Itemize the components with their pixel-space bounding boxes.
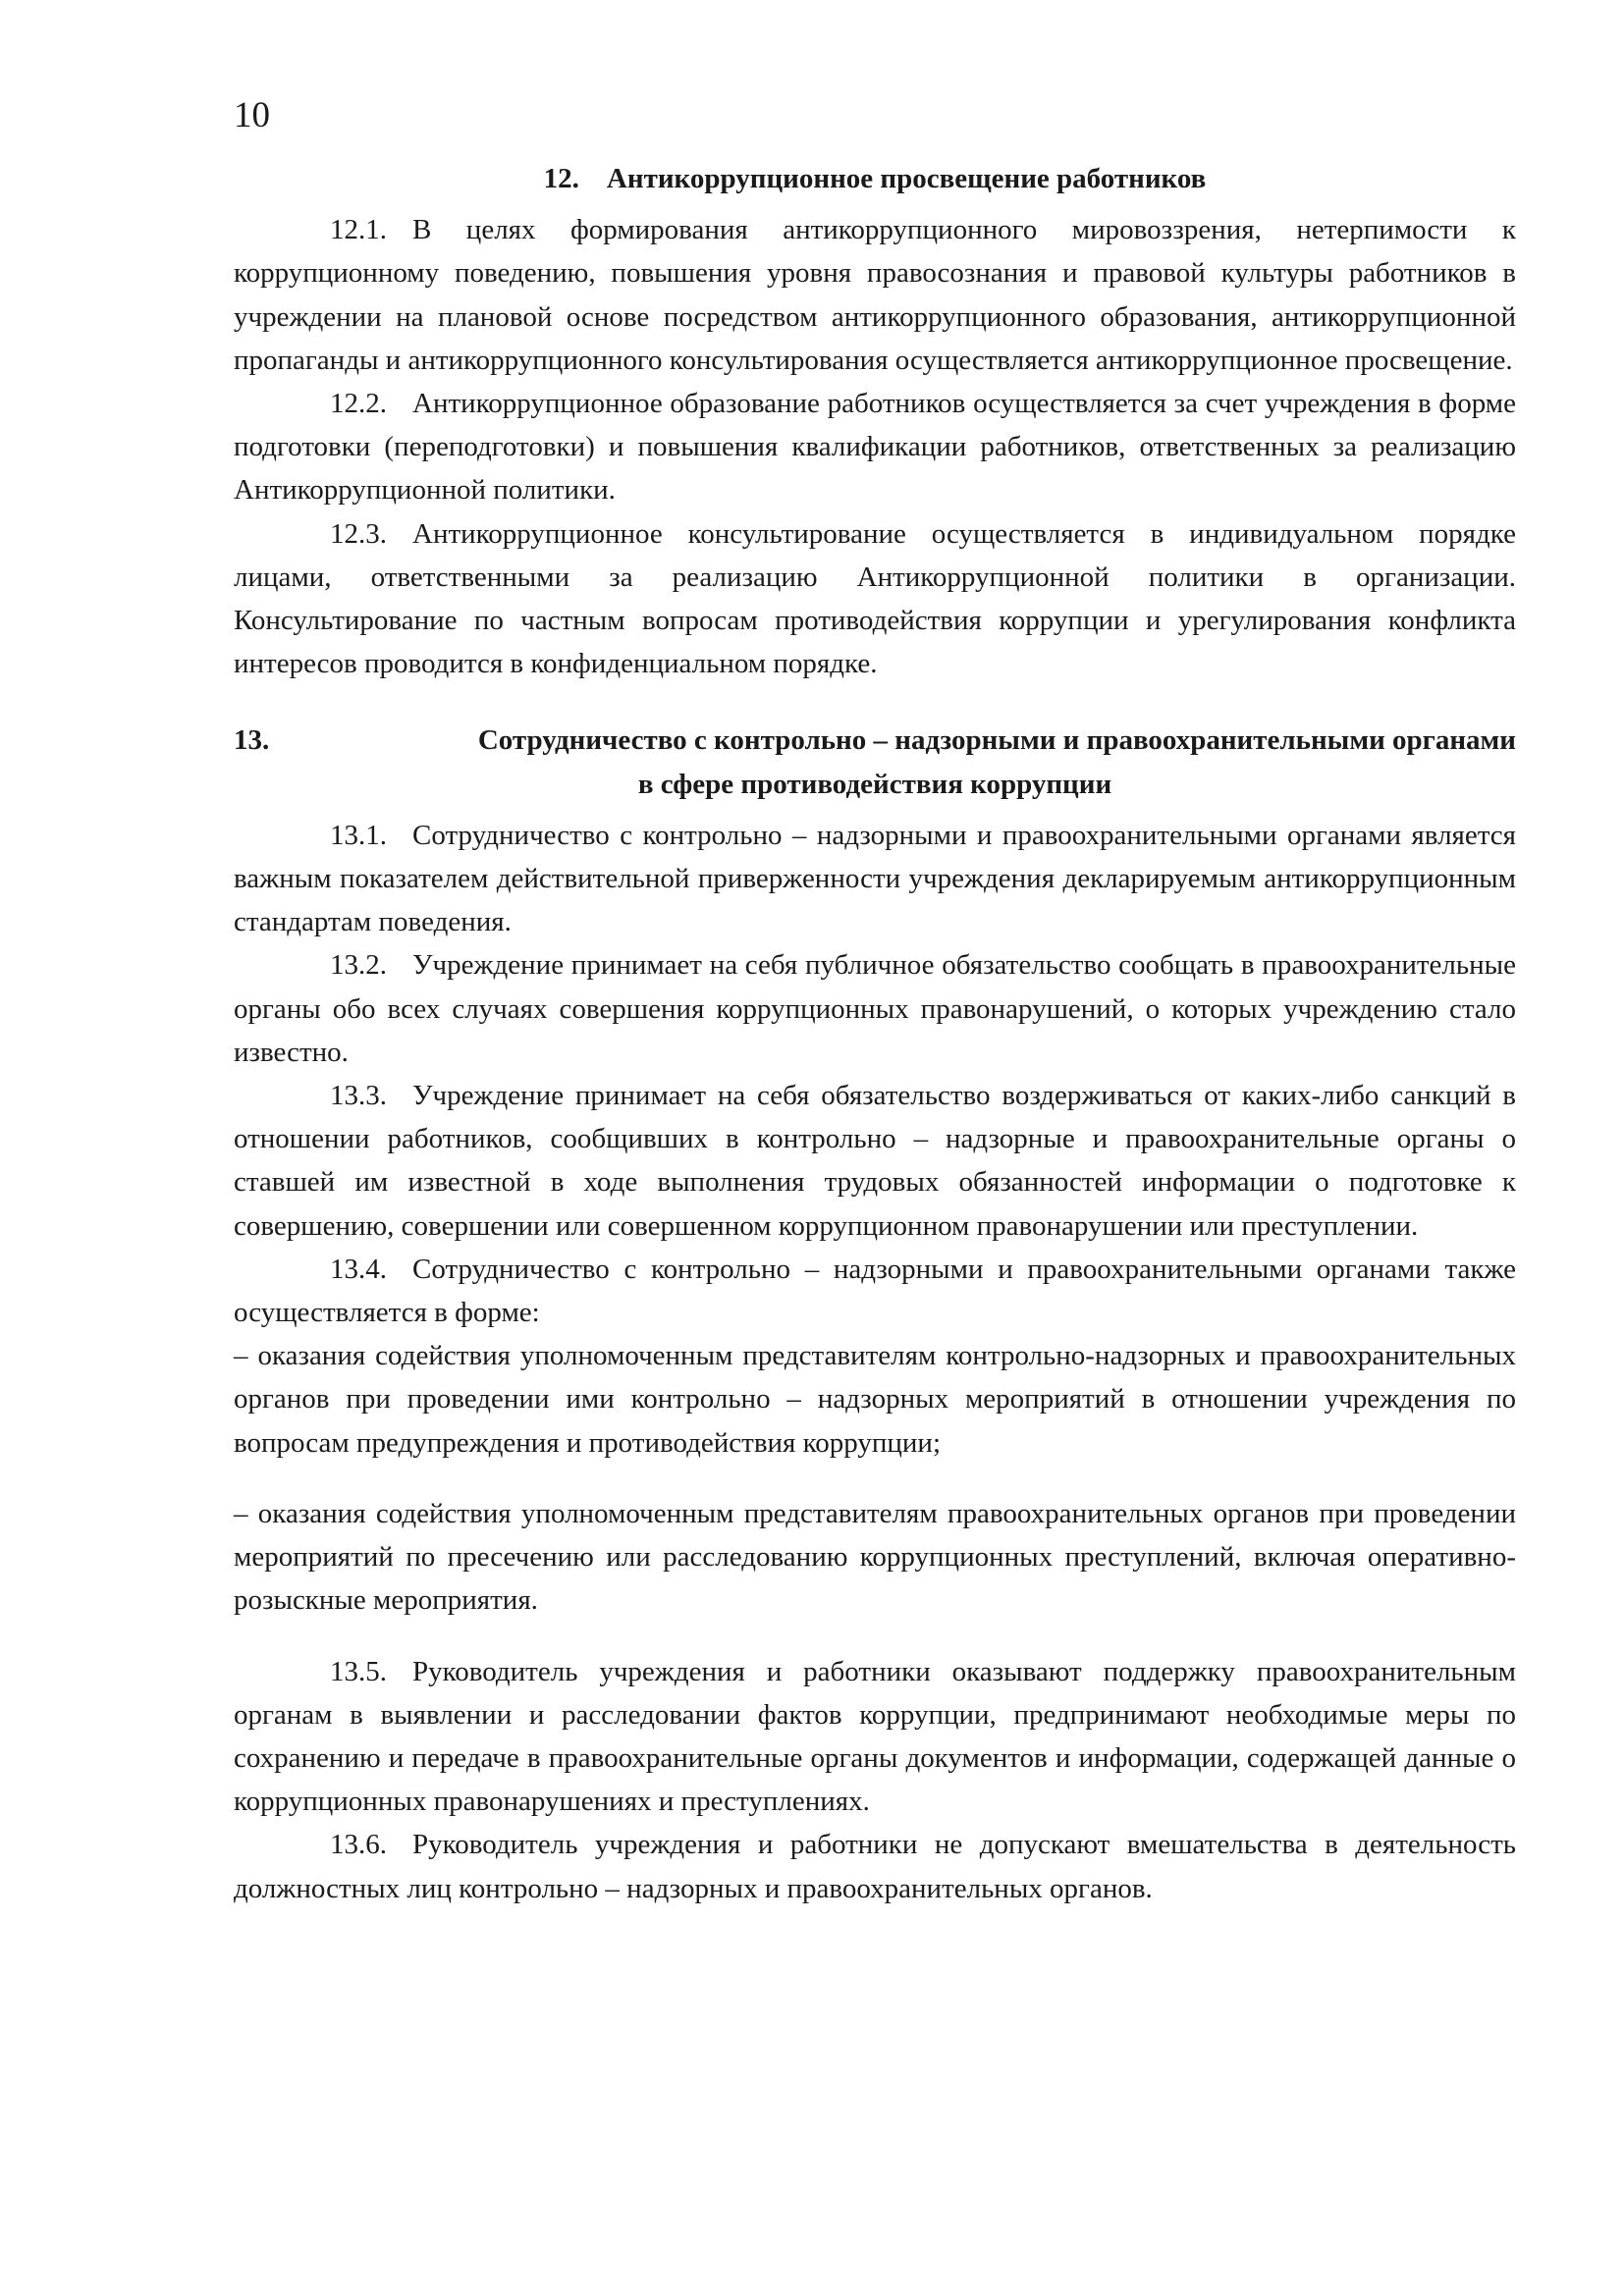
paragraph-13-6 <box>234 1823 1516 1909</box>
paragraph-text: Сотрудничество с контрольно – надзорными и правоохранительными органами также осуществляется в форме: <box>234 1253 1516 1329</box>
paragraph-12-3 <box>234 512 1516 686</box>
paragraph-13-4 <box>234 1248 1516 1334</box>
paragraph-13-5 <box>234 1650 1516 1824</box>
paragraph-number: 12.1. <box>330 214 387 246</box>
paragraph-13-1 <box>234 814 1516 944</box>
paragraph-12-2 <box>234 382 1516 512</box>
paragraph-number: 13.1. <box>330 819 387 851</box>
paragraph-text: Антикоррупционное образование работников осуществляется за счет учреждения в форме подготовки (переподготовки) и повышения квалификации работников, ответственных за реализацию Антикоррупционной политики. <box>234 388 1516 507</box>
paragraph-text: Руководитель учреждения и работники оказывают поддержку правоохранительным органам в выявлении и расследовании фактов коррупции, предпринимают необходимые меры по сохранению и передаче в правоохранительные органы документов и информации, содержащей данные о коррупционных правонарушениях и преступлениях. <box>234 1655 1516 1818</box>
paragraph-number: 13.2. <box>330 949 387 982</box>
section-13-heading <box>234 719 1516 805</box>
section-12-title: Антикоррупционное просвещение работников <box>606 163 1207 194</box>
section-13-title-line1: Сотрудничество с контрольно – надзорными и правоохранительными органами <box>477 724 1516 757</box>
document-body <box>234 157 1516 1910</box>
paragraph-number: 13.4. <box>330 1253 387 1285</box>
paragraph-text: Учреждение принимает на себя публичное обязательство сообщать в правоохранительные органы обо всех случаях совершения коррупционных правонарушений, о которых учреждению стало известно. <box>234 949 1516 1068</box>
list-item: – оказания содействия уполномоченным представителям правоохранительных органов при проведении мероприятий по пресечению или расследованию коррупционных преступлений, включая оперативно-розыскные мероприятия. <box>234 1497 1516 1617</box>
paragraph-text: Сотрудничество с контрольно – надзорными и правоохранительными органами является важным показателем действительной приверженности учреждения декларируемым антикоррупционным стандартам поведения. <box>234 819 1516 938</box>
list-item: – оказания содействия уполномоченным представителям контрольно-надзорных и правоохранительных органов при проведении ими контрольно – надзорных мероприятий в отношении учреждения по вопросам предупреждения и противодействия коррупции; <box>234 1340 1516 1459</box>
paragraph-number: 12.2. <box>330 388 387 420</box>
paragraph-text: В целях формирования антикоррупционного мировоззрения, нетерпимости к коррупционному поведению, повышения уровня правосознания и правовой культуры работников в учреждении на плановой основе посредством антикоррупционного образования, антикоррупционной пропаганды и антикоррупционного консультирования осуществляется антикоррупционное просвещение. <box>234 214 1516 376</box>
paragraph-text: Антикоррупционное консультирование осуществляется в индивидуальном порядке лицами, ответственными за реализацию Антикоррупционной политики в организации. Консультирование по частным вопросам противодействия коррупции и урегулирования конфликта интересов проводится в конфиденциальном порядке. <box>234 517 1516 680</box>
section-12-heading <box>234 157 1516 200</box>
paragraph-number: 12.3. <box>330 517 387 550</box>
section-12-number: 12. <box>543 163 579 194</box>
section-13-title-line2: в сфере противодействия коррупции <box>637 768 1112 800</box>
paragraph-text: Учреждение принимает на себя обязательство воздерживаться от каких-либо санкций в отношении работников, сообщивших в контрольно – надзорные и правоохранительные органы о ставшей им известной в ходе выполнения трудовых обязанностей информации о подготовке к совершению, совершении или совершенном коррупционном правонарушении или преступлении. <box>234 1080 1516 1242</box>
section-13-number: 13. <box>234 724 270 757</box>
paragraph-text: Руководитель учреждения и работники не допускают вмешательства в деятельность должностных лиц контрольно – надзорных и правоохранительных органов. <box>234 1829 1516 1904</box>
paragraph-13-3 <box>234 1074 1516 1248</box>
paragraph-number: 13.6. <box>330 1829 387 1861</box>
paragraph-number: 13.5. <box>330 1655 387 1687</box>
paragraph-number: 13.3. <box>330 1080 387 1112</box>
page-number: 10 <box>234 95 270 135</box>
paragraph-13-2 <box>234 943 1516 1074</box>
spacer <box>234 1623 1516 1650</box>
paragraph-12-1 <box>234 208 1516 382</box>
spacer <box>234 1465 1516 1492</box>
